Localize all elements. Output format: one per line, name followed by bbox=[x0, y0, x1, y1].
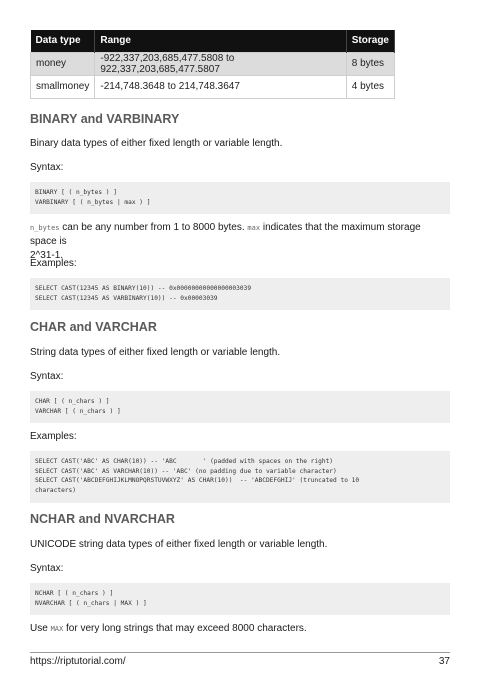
note-text: indicates that the maximum storage space is bbox=[30, 222, 421, 247]
char-examples-code: SELECT CAST('ABC' AS CHAR(10)) -- 'ABC ' (padded with spaces on the right) SELECT CAST('ABC' AS VARCHAR(10)) -- 'ABC' (no padding due to variable character) SELECT CAST('ABCDEFGHIJKLMNOPQRSTUVWXYZ' AS CHAR(10)) -- 'ABCDEFGHIJ' (truncated to 10 characters) bbox=[30, 451, 450, 503]
inline-code: n_bytes bbox=[30, 224, 60, 232]
section-heading-nchar: NCHAR and NVARCHAR bbox=[30, 512, 175, 526]
char-examples-label: Examples: bbox=[30, 431, 77, 442]
note-text: Use bbox=[30, 623, 51, 634]
nchar-description: UNICODE string data types of either fixed length or variable length. bbox=[30, 539, 328, 550]
char-description: String data types of either fixed length or variable length. bbox=[30, 347, 281, 358]
table-cell: 8 bytes bbox=[346, 52, 394, 75]
section-heading-binary: BINARY and VARBINARY bbox=[30, 112, 180, 126]
char-syntax-label: Syntax: bbox=[30, 371, 64, 382]
page-number: 37 bbox=[438, 656, 450, 667]
binary-examples-label: Examples: bbox=[30, 258, 77, 269]
inline-code: MAX bbox=[50, 625, 64, 633]
table-cell: -214,748.3648 to 214,748.3647 bbox=[95, 75, 346, 98]
table-header-cell: Storage bbox=[346, 30, 394, 52]
table-cell: money bbox=[31, 52, 95, 75]
table-header-row bbox=[31, 30, 395, 52]
binary-syntax-label: Syntax: bbox=[30, 162, 64, 173]
table-row bbox=[31, 75, 395, 98]
footer-url: https://riptutorial.com/ bbox=[30, 656, 126, 667]
note-text: can be any number from 1 to 8000 bytes. bbox=[59, 222, 248, 233]
table-header-cell: Range bbox=[95, 30, 346, 52]
table-cell: smallmoney bbox=[31, 75, 95, 98]
table-cell: 4 bytes bbox=[346, 75, 394, 98]
table-cell: -922,337,203,685,477.5808 to 922,337,203,685,477.5807 bbox=[95, 52, 346, 75]
binary-examples-code: SELECT CAST(12345 AS BINARY(10)) -- 0x00000000000000003039 SELECT CAST(12345 AS VARBINARY(10)) -- 0x00003039 bbox=[30, 278, 450, 310]
footer-divider bbox=[30, 652, 450, 653]
inline-code: max bbox=[247, 224, 261, 232]
money-types-table bbox=[30, 30, 395, 99]
section-heading-char: CHAR and VARCHAR bbox=[30, 320, 157, 334]
nchar-syntax-code: NCHAR [ ( n_chars ) ] NVARCHAR [ ( n_chars | MAX ) ] bbox=[30, 583, 450, 615]
binary-syntax-code: BINARY [ ( n_bytes ) ] VARBINARY [ ( n_bytes | max ) ] bbox=[30, 182, 450, 214]
table-row bbox=[31, 52, 395, 75]
note-text: 2^31-1. bbox=[30, 250, 64, 261]
note-text: for very long strings that may exceed 8000 characters. bbox=[63, 623, 307, 634]
nchar-note bbox=[30, 622, 450, 636]
char-syntax-code: CHAR [ ( n_chars ) ] VARCHAR [ ( n_chars ) ] bbox=[30, 391, 450, 423]
binary-description: Binary data types of either fixed length or variable length. bbox=[30, 138, 283, 149]
nchar-syntax-label: Syntax: bbox=[30, 563, 64, 574]
table-header-cell: Data type bbox=[31, 30, 95, 52]
